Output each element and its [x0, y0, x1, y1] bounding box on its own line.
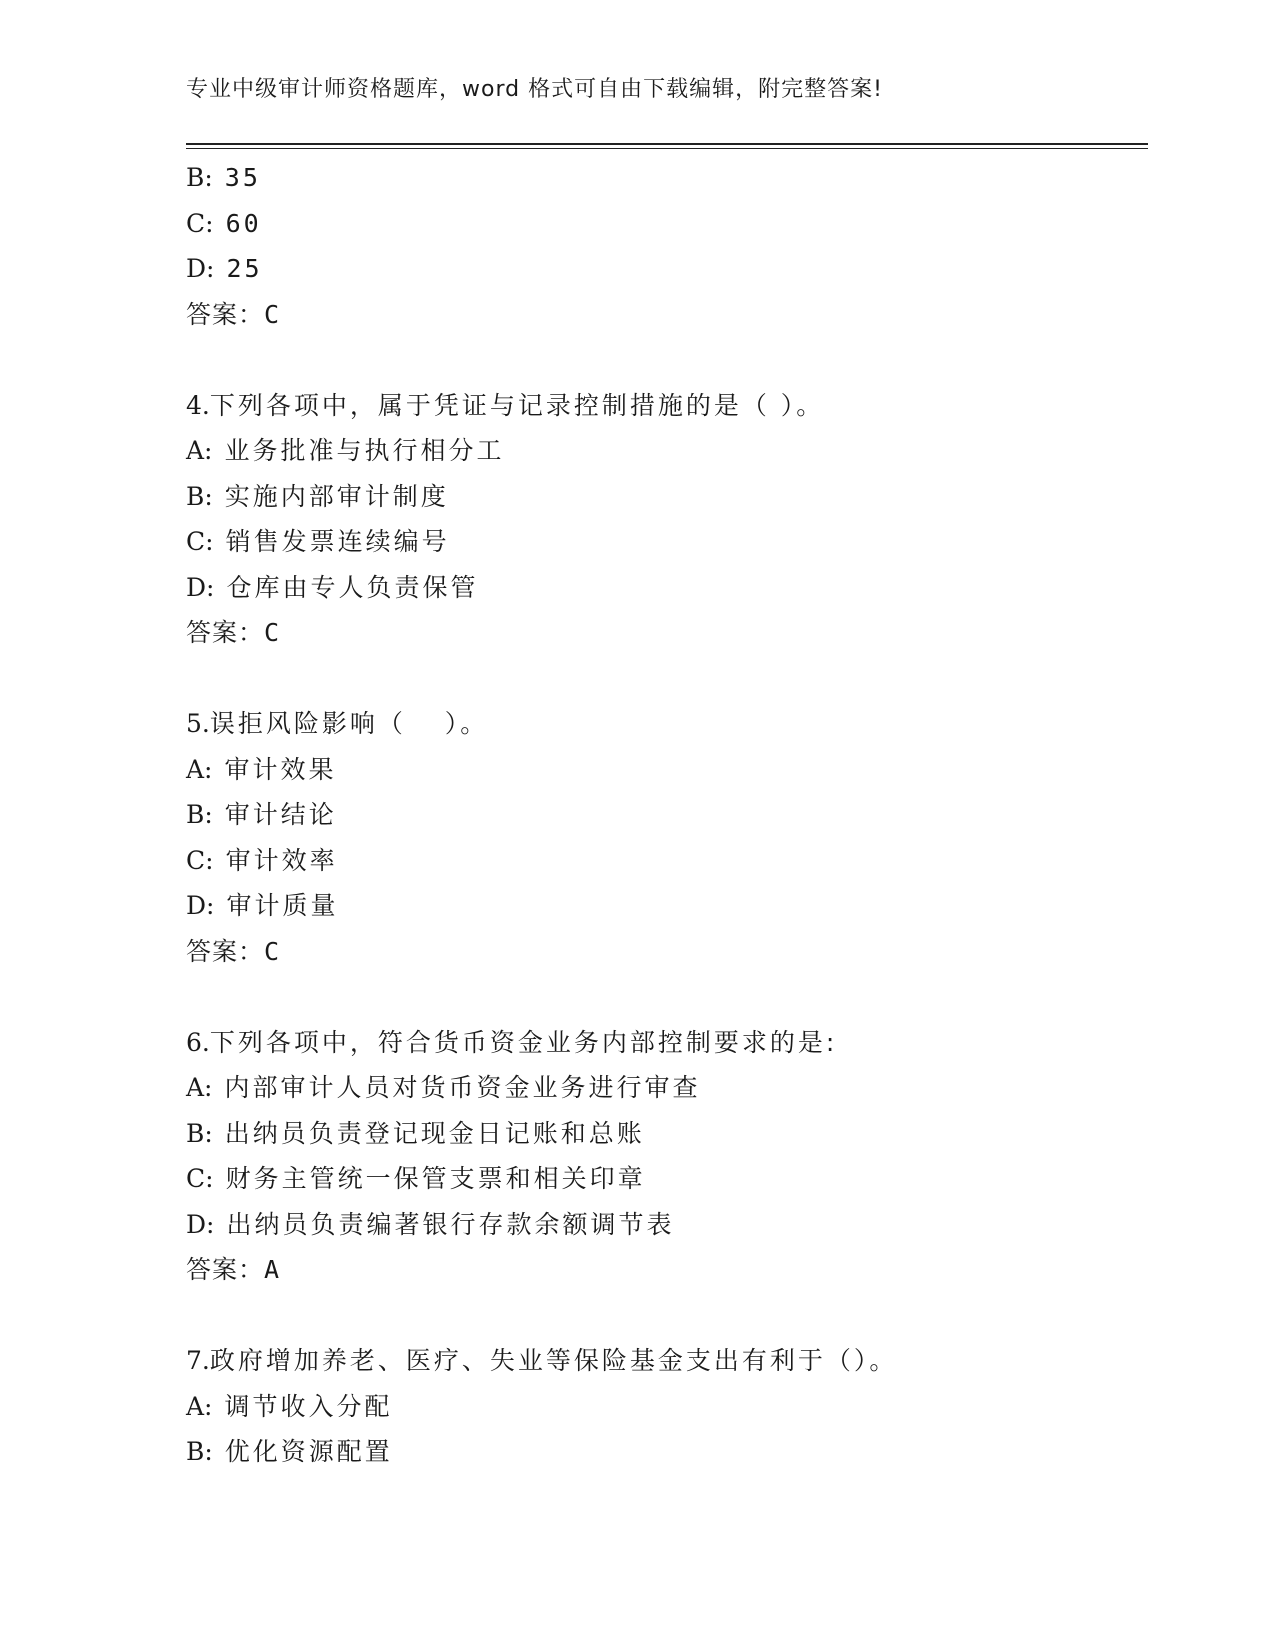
- option-letter: D:: [186, 572, 215, 602]
- option-row: [186, 792, 1146, 838]
- answer-label: 答案：: [186, 936, 265, 966]
- question-text: 下列各项中，属于凭证与记录控制措施的是（ ）。: [209, 390, 825, 420]
- option-row: [186, 155, 1146, 201]
- question-number: 7.: [186, 1346, 210, 1375]
- option-letter: A:: [186, 1073, 213, 1102]
- option-text: 销售发票连续编号: [225, 527, 450, 556]
- spacer: [186, 1293, 1146, 1339]
- option-letter: C:: [186, 845, 214, 875]
- option-row: [186, 1202, 1146, 1248]
- spacer: [186, 337, 1146, 383]
- question-stem: [186, 1020, 1146, 1066]
- question-text: 政府增加养老、医疗、失业等保险基金支出有利于（）。: [209, 1346, 898, 1375]
- option-row: [186, 1429, 1146, 1475]
- question-number: 4.: [186, 390, 210, 420]
- option-text: 审计质量: [226, 891, 339, 920]
- answer-row: [186, 1247, 1146, 1293]
- answer-value: C: [264, 299, 280, 329]
- option-letter: B:: [186, 163, 213, 192]
- option-text: 调节收入分配: [224, 1391, 393, 1421]
- answer-label: 答案：: [186, 1255, 265, 1284]
- option-row: [186, 201, 1146, 247]
- option-row: [186, 1156, 1146, 1202]
- question-text: 误拒风险影响（ ）。: [209, 709, 489, 738]
- answer-row: [186, 929, 1146, 975]
- question-list: [186, 155, 1146, 1475]
- option-text: 业务批准与执行相分工: [224, 436, 505, 465]
- option-letter: B:: [186, 1437, 213, 1466]
- option-letter: C:: [186, 527, 214, 556]
- answer-row: [186, 292, 1146, 338]
- option-letter: C:: [186, 208, 214, 238]
- option-letter: B:: [186, 800, 213, 829]
- option-row: [186, 428, 1146, 474]
- option-text: 审计结论: [224, 800, 337, 829]
- option-row: [186, 565, 1146, 611]
- option-letter: A:: [186, 1391, 213, 1421]
- option-letter: A:: [186, 754, 213, 784]
- answer-value: A: [264, 1255, 280, 1284]
- answer-label: 答案：: [186, 299, 265, 329]
- option-row: [186, 838, 1146, 884]
- option-row: [186, 1384, 1146, 1430]
- option-text: 出纳员负责登记现金日记账和总账: [224, 1118, 645, 1148]
- page-header: 专业中级审计师资格题库，word 格式可自由下载编辑，附完整答案!: [186, 77, 883, 102]
- option-row: [186, 474, 1146, 520]
- option-text: 审计效率: [225, 845, 338, 875]
- option-letter: D:: [186, 891, 215, 920]
- option-text: 出纳员负责编著银行存款余额调节表: [226, 1209, 675, 1239]
- option-text: 仓库由专人负责保管: [226, 572, 479, 602]
- answer-row: [186, 610, 1146, 656]
- option-text: 审计效果: [224, 754, 337, 784]
- option-letter: A:: [186, 436, 213, 465]
- option-letter: D:: [186, 254, 215, 283]
- option-row: [186, 1065, 1146, 1111]
- option-text: 内部审计人员对货币资金业务进行审查: [224, 1073, 701, 1102]
- spacer: [186, 974, 1146, 1020]
- option-row: [186, 519, 1146, 565]
- question-number: 5.: [186, 709, 210, 738]
- option-letter: C:: [186, 1164, 214, 1193]
- option-text: 实施内部审计制度: [224, 481, 449, 511]
- header-divider: [186, 143, 1148, 149]
- option-row: [186, 1111, 1146, 1157]
- answer-value: C: [264, 618, 280, 647]
- option-text: 财务主管统一保管支票和相关印章: [225, 1164, 646, 1193]
- option-text: 35: [224, 163, 261, 192]
- question-stem: [186, 701, 1146, 747]
- question-stem: [186, 383, 1146, 429]
- option-row: [186, 883, 1146, 929]
- question-text: 下列各项中，符合货币资金业务内部控制要求的是:: [209, 1027, 838, 1057]
- option-row: [186, 747, 1146, 793]
- option-text: 60: [225, 208, 262, 238]
- option-row: [186, 246, 1146, 292]
- option-letter: B:: [186, 481, 213, 511]
- option-text: 优化资源配置: [224, 1437, 393, 1466]
- option-letter: D:: [186, 1209, 215, 1239]
- option-text: 25: [226, 254, 263, 283]
- answer-value: C: [264, 936, 280, 966]
- answer-label: 答案：: [186, 618, 265, 647]
- question-stem: [186, 1338, 1146, 1384]
- spacer: [186, 656, 1146, 702]
- question-number: 6.: [186, 1027, 210, 1057]
- option-letter: B:: [186, 1118, 213, 1148]
